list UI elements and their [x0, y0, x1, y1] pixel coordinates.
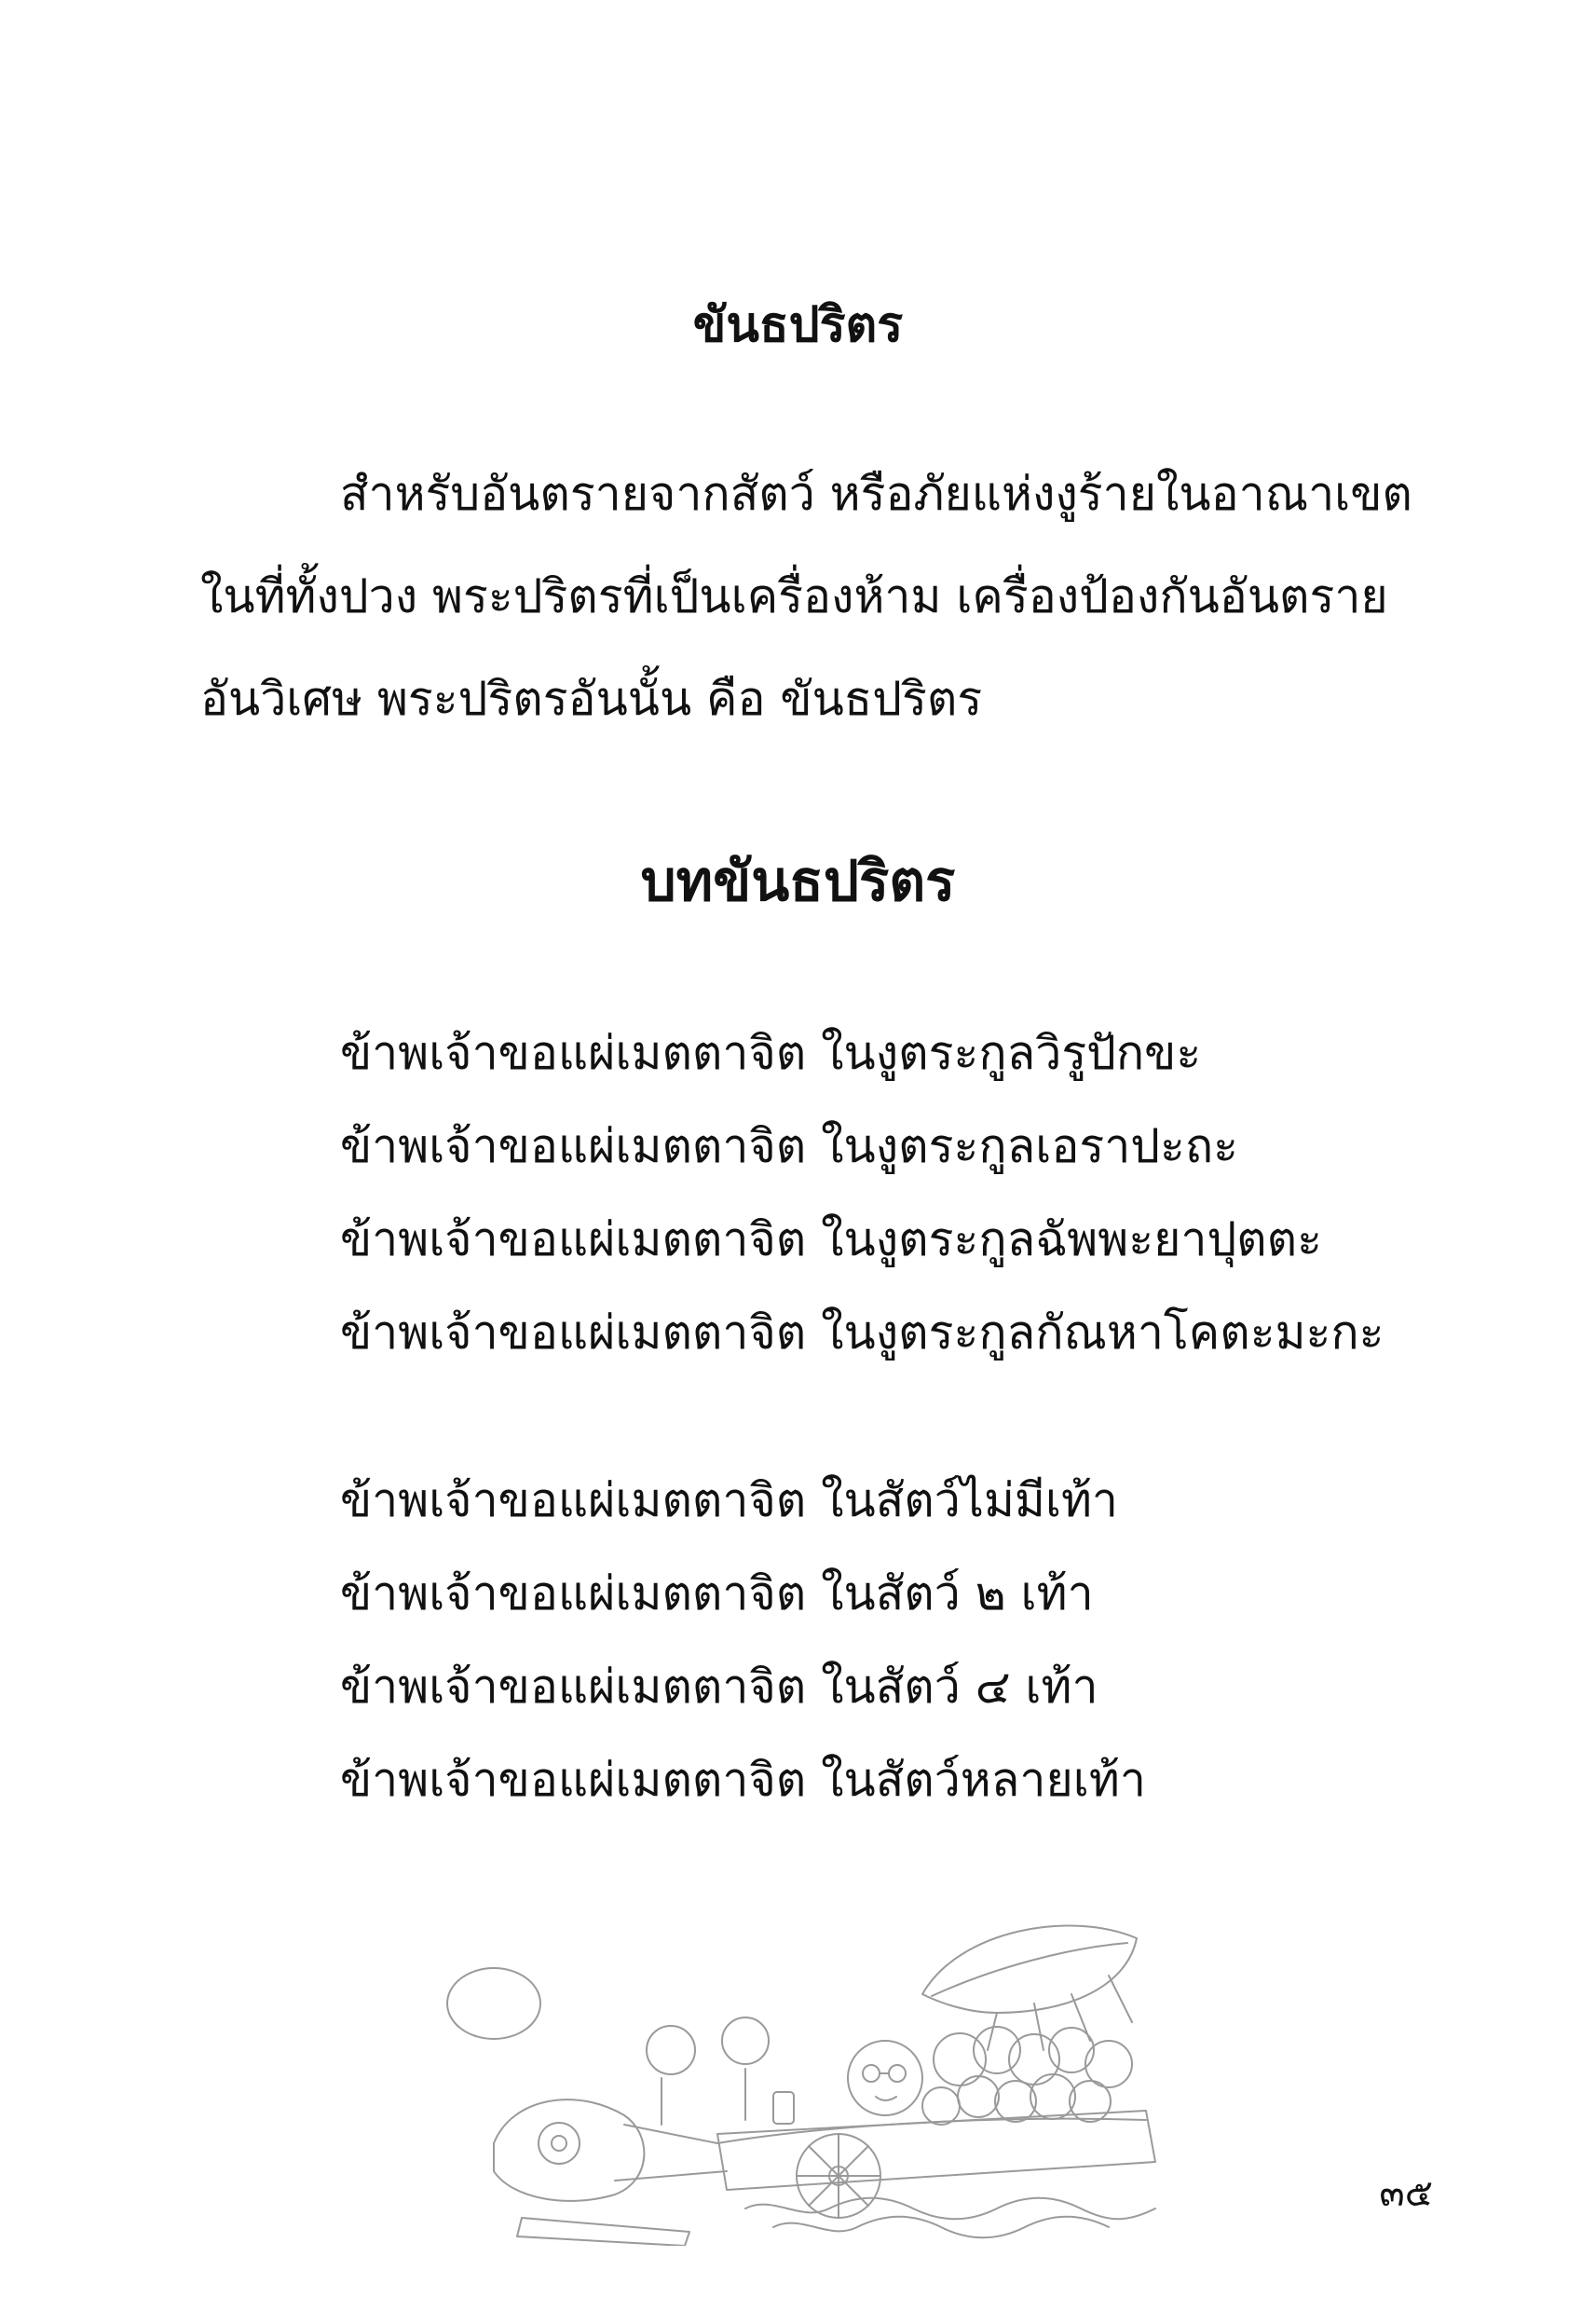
intro-line: ในที่ทั้งปวง พระปริตรที่เป็นเครื่องห้าม เครื่องป้องกันอันตราย [200, 569, 1388, 623]
verse-line: ข้าพเจ้าขอแผ่เมตตาจิต ในงูตระกูลกัณหาโคตะมะกะ [340, 1306, 1385, 1360]
cart-illustration [438, 1910, 1165, 2246]
verse-line: ข้าพเจ้าขอแผ่เมตตาจิต ในสัตว์ ๒ เท้า [340, 1566, 1094, 1620]
verse-line: ข้าพเจ้าขอแผ่เมตตาจิต ในงูตระกูลวิรูปักขะ [340, 1026, 1202, 1080]
verse-title: บทขันธปริตร [640, 849, 956, 914]
page-number: ๓๕ [1379, 2172, 1433, 2215]
verse-line: ข้าพเจ้าขอแผ่เมตตาจิต ในสัตว์หลายเท้า [340, 1753, 1146, 1807]
intro-line: อันวิเศษ พระปริตรอันนั้น คือ ขันธปริตร [200, 672, 983, 726]
verse-line: ข้าพเจ้าขอแผ่เมตตาจิต ในงูตระกูลฉัพพะยาปุตตะ [340, 1212, 1322, 1266]
intro-line: สำหรับอันตรายจากสัตว์ หรือภัยแห่งงูร้ายในอาณาเขต [340, 467, 1412, 521]
verse-line: ข้าพเจ้าขอแผ่เมตตาจิต ในงูตระกูลเอราปะถะ [340, 1119, 1239, 1173]
verse-line: ข้าพเจ้าขอแผ่เมตตาจิต ในสัตว์ ๔ เท้า [340, 1660, 1098, 1714]
page-title: ขันธปริตร [692, 297, 904, 353]
verse-line: ข้าพเจ้าขอแผ่เมตตาจิต ในสัตว์ไม่มีเท้า [340, 1473, 1118, 1527]
